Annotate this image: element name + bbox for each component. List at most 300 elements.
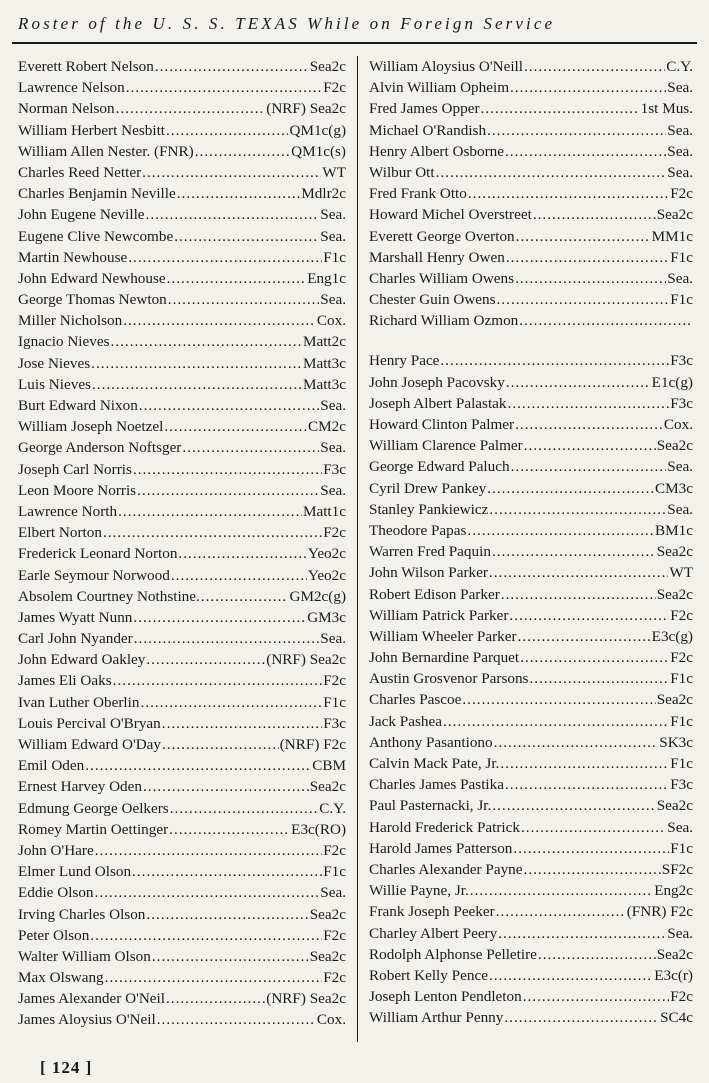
- leader-dots: [142, 162, 321, 183]
- sailor-name: Theodore Papas: [369, 521, 467, 539]
- roster-entry: [369, 56, 693, 77]
- roster-right-column: [369, 56, 693, 1028]
- leader-dots: [492, 795, 655, 816]
- leader-dots: [162, 734, 279, 755]
- leader-dots: [126, 77, 323, 98]
- roster-entry: [18, 819, 346, 840]
- sailor-name: John Edward Oakley: [18, 651, 146, 669]
- leader-dots: [521, 817, 666, 838]
- sailor-name: Austin Grosvenor Parsons: [369, 670, 529, 688]
- roster-entry: [18, 946, 346, 967]
- leader-dots: [487, 478, 654, 499]
- roster-entry: [18, 988, 346, 1009]
- leader-dots: [168, 289, 320, 310]
- column-divider: [357, 56, 358, 1042]
- sailor-rating: F1c: [670, 291, 693, 309]
- roster-entry: [369, 605, 693, 626]
- roster-entry: [18, 289, 346, 310]
- leader-dots: [128, 247, 322, 268]
- sailor-rating: Eng1c: [307, 269, 346, 287]
- sailor-rating: F1c: [323, 693, 346, 711]
- sailor-name: Harold Frederick Patrick: [369, 818, 520, 836]
- leader-dots: [174, 226, 319, 247]
- roster-left-column: [18, 56, 346, 1031]
- sailor-rating: Cox.: [316, 312, 346, 330]
- leader-dots: [533, 204, 656, 225]
- sailor-name: Wilbur Ott: [369, 163, 435, 181]
- sailor-name: Emil Oden: [18, 757, 85, 775]
- sailor-rating: F1c: [323, 248, 346, 266]
- leader-dots: [85, 755, 311, 776]
- roster-entry: [18, 904, 346, 925]
- sailor-rating: (NRF) Sea2c: [266, 651, 346, 669]
- leader-dots: [169, 819, 290, 840]
- sailor-name: Joseph Albert Palastak: [369, 394, 507, 412]
- leader-dots: [162, 713, 322, 734]
- sailor-name: Michael O'Randish: [369, 121, 487, 139]
- sailor-rating: Matt2c: [302, 333, 346, 351]
- sailor-name: Henry Pace: [369, 352, 440, 370]
- roster-entry: [18, 925, 346, 946]
- roster-entry: [369, 393, 693, 414]
- sailor-name: Elbert Norton: [18, 524, 102, 542]
- roster-entry: [18, 226, 346, 247]
- sailor-name: Harold James Patterson: [369, 839, 513, 857]
- sailor-rating: F2c: [323, 841, 346, 859]
- roster-entry: [18, 459, 346, 480]
- sailor-rating: F3c: [670, 394, 693, 412]
- page-number: [ 124 ]: [40, 1058, 93, 1077]
- sailor-rating: Sea.: [667, 269, 693, 287]
- leader-dots: [95, 840, 323, 861]
- leader-dots: [118, 501, 302, 522]
- roster-entry: [18, 649, 346, 670]
- sailor-rating: Matt1c: [302, 502, 346, 520]
- roster-entry: [18, 268, 346, 289]
- roster-entry: [369, 774, 693, 795]
- roster-entry: [18, 310, 346, 331]
- roster-entry: [18, 120, 346, 141]
- sailor-name: Marshall Henry Owen: [369, 248, 505, 266]
- roster-entry: [18, 247, 346, 268]
- sailor-name: William Arthur Penny: [369, 1009, 504, 1027]
- roster-entry: [369, 923, 693, 944]
- sailor-name: John Edward Newhouse: [18, 269, 166, 287]
- sailor-name: Ernest Harvey Oden: [18, 778, 142, 796]
- roster-entry: [369, 562, 693, 583]
- roster-entry: [18, 353, 346, 374]
- sailor-rating: CM3c: [655, 479, 693, 497]
- sailor-rating: F2c: [323, 969, 346, 987]
- roster-entry: [18, 141, 346, 162]
- roster-entry: [369, 901, 693, 922]
- leader-dots: [92, 374, 302, 395]
- leader-dots: [506, 247, 669, 268]
- sailor-name: Ignacio Nieves: [18, 333, 110, 351]
- sailor-rating: E3c(RO): [291, 820, 346, 838]
- roster-entry: [18, 840, 346, 861]
- sailor-name: Charley Albert Peery: [369, 924, 498, 942]
- leader-dots: [518, 626, 651, 647]
- leader-dots: [95, 882, 320, 903]
- roster-entry: [18, 882, 346, 903]
- sailor-name: Absolem Courtney Nothstine.: [18, 587, 200, 605]
- leader-dots: [504, 1007, 659, 1028]
- sailor-rating: Sea.: [320, 291, 346, 309]
- roster-entry: [18, 395, 346, 416]
- roster-entry: [18, 56, 346, 77]
- sailor-name: William Clarence Palmer: [369, 437, 523, 455]
- roster-entry: [369, 732, 693, 753]
- roster-entry: [18, 798, 346, 819]
- leader-dots: [140, 692, 322, 713]
- leader-dots: [90, 925, 322, 946]
- sailor-rating: F1c: [670, 755, 693, 772]
- roster-entry: [369, 162, 693, 183]
- sailor-rating: Sea.: [667, 500, 693, 518]
- roster-entry: [369, 817, 693, 838]
- sailor-name: Howard Clinton Palmer: [369, 416, 515, 433]
- sailor-rating: 1st Mus.: [640, 100, 693, 118]
- sailor-rating: E3c(r): [654, 966, 693, 984]
- roster-entry: [369, 435, 693, 456]
- roster-right-group-p: [369, 350, 693, 1028]
- leader-dots: [146, 649, 265, 670]
- sailor-name: Chester Guin Owens: [369, 291, 496, 309]
- sailor-name: Jack Pashea: [369, 712, 442, 730]
- sailor-name: Charles James Pastika: [369, 776, 504, 794]
- leader-dots: [116, 98, 266, 119]
- sailor-name: William Edward O'Day: [18, 736, 161, 753]
- sailor-name: James Alexander O'Neil: [18, 990, 165, 1008]
- sailor-rating: Mdlr2c: [301, 185, 346, 203]
- sailor-rating: QM1c(g): [289, 121, 346, 139]
- roster-entry: [18, 183, 346, 204]
- sailor-name: Cyril Drew Pankey: [369, 479, 487, 497]
- sailor-rating: Sea2c: [309, 947, 346, 965]
- leader-dots: [529, 668, 669, 689]
- sailor-rating: SF2c: [661, 860, 693, 878]
- roster-entry: [18, 543, 346, 564]
- leader-dots: [177, 183, 301, 204]
- sailor-rating: WT: [669, 564, 693, 582]
- sailor-rating: Sea.: [320, 439, 346, 457]
- sailor-name: William Joseph Noetzel: [18, 418, 164, 436]
- sailor-rating: F2c: [323, 79, 346, 97]
- leader-dots: [492, 541, 656, 562]
- sailor-rating: F3c: [323, 714, 346, 732]
- running-title: Roster of the U. S. S. TEXAS While on Foreign Service: [18, 14, 556, 33]
- roster-entry: [18, 776, 346, 797]
- sailor-name: Ivan Luther Oberlin: [18, 693, 140, 711]
- roster-columns: [0, 56, 709, 1048]
- sailor-name: James Wyatt Nunn: [18, 608, 133, 626]
- sailor-rating: Cox.: [316, 1011, 346, 1029]
- sailor-rating: Sea.: [320, 206, 346, 224]
- leader-dots: [524, 56, 665, 77]
- sailor-rating: (FNR) F2c: [626, 903, 693, 921]
- sailor-rating: Sea2c: [656, 206, 693, 224]
- leader-dots: [443, 711, 669, 732]
- sailor-name: Lawrence Nelson: [18, 79, 125, 97]
- roster-right-group-o: [369, 56, 693, 331]
- sailor-name: Miller Nicholson: [18, 312, 123, 330]
- leader-dots: [166, 120, 288, 141]
- leader-dots: [506, 372, 651, 393]
- roster-entry: [369, 520, 693, 541]
- sailor-name: John O'Hare: [18, 841, 94, 859]
- sailor-name: John Wilson Parker: [369, 564, 488, 582]
- leader-dots: [509, 605, 669, 626]
- roster-entry: [369, 414, 693, 435]
- roster-entry: [18, 416, 346, 437]
- roster-entry: [18, 713, 346, 734]
- roster-entry: [18, 586, 346, 607]
- roster-entry: [18, 861, 346, 882]
- roster-entry: [369, 372, 693, 393]
- sailor-rating: Sea2c: [309, 58, 346, 75]
- sailor-name: Leon Moore Norris: [18, 481, 137, 499]
- sailor-name: James Eli Oaks: [18, 672, 112, 690]
- sailor-name: Lawrence North: [18, 502, 118, 520]
- leader-dots: [167, 268, 307, 289]
- leader-dots: [155, 56, 309, 77]
- sailor-name: Romey Martin Oettinger: [18, 820, 169, 838]
- sailor-name: William Wheeler Parker: [369, 627, 517, 645]
- sailor-name: Carl John Nyander: [18, 630, 133, 648]
- leader-dots: [489, 965, 653, 986]
- roster-entry: [369, 141, 693, 162]
- roster-entry: [369, 986, 693, 1007]
- sailor-name: Edmung George Oelkers: [18, 799, 169, 817]
- sailor-name: Joseph Carl Norris: [18, 460, 132, 478]
- sailor-rating: F3c: [670, 776, 693, 794]
- roster-entry: [18, 755, 346, 776]
- leader-dots: [515, 268, 666, 289]
- sailor-name: Frederick Leonard Norton: [18, 545, 178, 563]
- sailor-rating: Sea2c: [656, 945, 693, 963]
- sailor-rating: Cox.: [663, 416, 693, 433]
- sailor-name: Henry Albert Osborne: [369, 142, 504, 160]
- sailor-rating: Sea.: [667, 458, 693, 476]
- roster-entry: [18, 607, 346, 628]
- sailor-name: Everett Robert Nelson: [18, 58, 154, 75]
- leader-dots: [133, 607, 306, 628]
- leader-dots: [182, 437, 319, 458]
- roster-entry: [369, 77, 693, 98]
- sailor-rating: F2c: [670, 606, 693, 624]
- roster-entry: [18, 967, 346, 988]
- roster-entry: [18, 692, 346, 713]
- roster-entry: [18, 522, 346, 543]
- leader-dots: [440, 350, 669, 371]
- roster-entry: [369, 310, 693, 331]
- sailor-name: Elmer Lund Olson: [18, 863, 132, 881]
- sailor-rating: E3c(g): [651, 627, 693, 645]
- sailor-rating: F1c: [670, 712, 693, 730]
- leader-dots: [143, 776, 309, 797]
- sailor-rating: Sea2c: [309, 905, 346, 923]
- sailor-name: Charles Pascoe: [369, 691, 462, 709]
- sailor-name: George Edward Paluch: [369, 458, 510, 476]
- leader-dots: [523, 986, 670, 1007]
- sailor-rating: Sea.: [320, 397, 346, 414]
- sailor-rating: Matt3c: [302, 375, 346, 393]
- group-spacer: [369, 331, 693, 350]
- roster-entry: [18, 331, 346, 352]
- roster-entry: [18, 162, 346, 183]
- leader-dots: [146, 904, 308, 925]
- roster-entry: [18, 437, 346, 458]
- sailor-name: Charles William Owens: [369, 269, 515, 287]
- leader-dots: [166, 988, 265, 1009]
- sailor-rating: (NRF) Sea2c: [266, 100, 346, 118]
- roster-entry: [18, 565, 346, 586]
- sailor-name: Everett George Overton: [369, 227, 515, 245]
- leader-dots: [497, 289, 670, 310]
- sailor-name: George Anderson Noftsger: [18, 439, 182, 457]
- sailor-name: Burt Edward Nixon: [18, 397, 138, 414]
- leader-dots: [113, 670, 323, 691]
- leader-dots: [139, 395, 319, 416]
- sailor-rating: Sea.: [320, 481, 346, 499]
- sailor-rating: GM2c(g): [289, 587, 346, 605]
- sailor-rating: Sea.: [320, 227, 346, 245]
- leader-dots: [132, 861, 322, 882]
- sailor-rating: F1c: [670, 670, 693, 688]
- sailor-name: Joseph Lenton Pendleton: [369, 988, 522, 1006]
- sailor-name: Irving Charles Olson: [18, 905, 146, 923]
- roster-entry: [369, 859, 693, 880]
- sailor-rating: Yeo2c: [307, 566, 346, 584]
- leader-dots: [489, 562, 668, 583]
- sailor-name: Richard William Ozmon: [369, 312, 519, 330]
- sailor-name: Luis Nieves: [18, 375, 91, 393]
- leader-dots: [462, 689, 655, 710]
- sailor-name: Fred James Opper: [369, 100, 480, 118]
- roster-entry: [369, 268, 693, 289]
- sailor-rating: Sea.: [667, 924, 693, 942]
- sailor-name: William Patrick Parker: [369, 606, 509, 624]
- leader-dots: [164, 416, 307, 437]
- sailor-name: Charles Alexander Payne: [369, 860, 523, 878]
- roster-entry: [369, 944, 693, 965]
- sailor-rating: Sea.: [667, 163, 693, 181]
- leader-dots: [152, 946, 309, 967]
- sailor-rating: F1c: [670, 248, 693, 266]
- sailor-rating: F2c: [670, 988, 693, 1006]
- sailor-rating: C.Y.: [319, 799, 346, 817]
- leader-dots: [515, 414, 663, 435]
- sailor-rating: WT: [322, 163, 346, 181]
- sailor-name: Norman Nelson: [18, 100, 115, 118]
- roster-entry: [369, 880, 693, 901]
- leader-dots: [481, 98, 640, 119]
- roster-entry: [369, 456, 693, 477]
- roster-entry: [369, 626, 693, 647]
- roster-entry: [369, 668, 693, 689]
- sailor-name: Frank Joseph Peeker: [369, 903, 495, 921]
- sailor-name: Max Olswang: [18, 969, 104, 987]
- sailor-rating: Sea2c: [309, 778, 346, 796]
- sailor-rating: Eng2c: [654, 882, 693, 900]
- sailor-rating: CBM: [312, 757, 346, 775]
- sailor-name: Alvin William Opheim: [369, 79, 510, 97]
- sailor-rating: Sea.: [320, 884, 346, 902]
- leader-dots: [505, 774, 669, 795]
- sailor-rating: Sea2c: [656, 437, 693, 455]
- leader-dots: [146, 204, 320, 225]
- sailor-rating: F2c: [323, 524, 346, 542]
- leader-dots: [489, 499, 666, 520]
- sailor-name: Peter Olson: [18, 926, 90, 944]
- roster-entry: [18, 204, 346, 225]
- sailor-rating: Sea2c: [656, 691, 693, 709]
- leader-dots: [508, 393, 670, 414]
- sailor-rating: BM1c: [655, 521, 693, 539]
- sailor-rating: F2c: [670, 649, 693, 667]
- sailor-name: Robert Edison Parker: [369, 585, 500, 603]
- sailor-name: Charles Reed Netter: [18, 163, 142, 181]
- sailor-name: Anthony Pasantiono: [369, 733, 493, 751]
- sailor-rating: Sea.: [320, 630, 346, 648]
- sailor-rating: F3c: [323, 460, 346, 478]
- leader-dots: [137, 480, 319, 501]
- roster-entry: [369, 584, 693, 605]
- sailor-rating: Sea2c: [656, 797, 693, 815]
- leader-dots: [467, 520, 654, 541]
- sailor-rating: Sea.: [667, 121, 693, 139]
- sailor-name: Howard Michel Overstreet: [369, 206, 532, 224]
- leader-dots: [498, 923, 666, 944]
- leader-dots: [494, 732, 659, 753]
- leader-dots: [511, 456, 667, 477]
- leader-dots: [510, 77, 666, 98]
- leader-dots: [468, 183, 669, 204]
- roster-entry: [369, 478, 693, 499]
- leader-dots: [513, 838, 669, 859]
- leader-dots: [524, 435, 656, 456]
- sailor-name: Robert Kelly Pence: [369, 966, 488, 984]
- sailor-rating: GM3c: [307, 608, 346, 626]
- roster-entry: [369, 753, 693, 774]
- leader-dots: [123, 310, 316, 331]
- leader-dots: [170, 798, 319, 819]
- leader-dots: [436, 162, 667, 183]
- sailor-name: Louis Percival O'Bryan: [18, 714, 161, 732]
- leader-dots: [501, 584, 656, 605]
- roster-entry: [18, 1009, 346, 1030]
- sailor-name: George Thomas Newton: [18, 291, 167, 309]
- page-header: [0, 8, 709, 48]
- roster-entry: [18, 480, 346, 501]
- roster-entry: [369, 183, 693, 204]
- roster-entry: [369, 541, 693, 562]
- roster-entry: [369, 499, 693, 520]
- leader-dots: [134, 628, 320, 649]
- sailor-rating: (NRF) F2c: [279, 736, 346, 753]
- leader-dots: [505, 141, 666, 162]
- sailor-name: Stanley Pankiewicz: [369, 500, 489, 518]
- leader-dots: [178, 543, 306, 564]
- roster-entry: [369, 289, 693, 310]
- sailor-rating: QM1c(s): [291, 142, 346, 160]
- roster-entry: [369, 965, 693, 986]
- header-rule: [12, 42, 697, 44]
- sailor-rating: MM1c: [651, 227, 693, 245]
- roster-entry: [18, 77, 346, 98]
- sailor-name: John Eugene Neville: [18, 206, 145, 224]
